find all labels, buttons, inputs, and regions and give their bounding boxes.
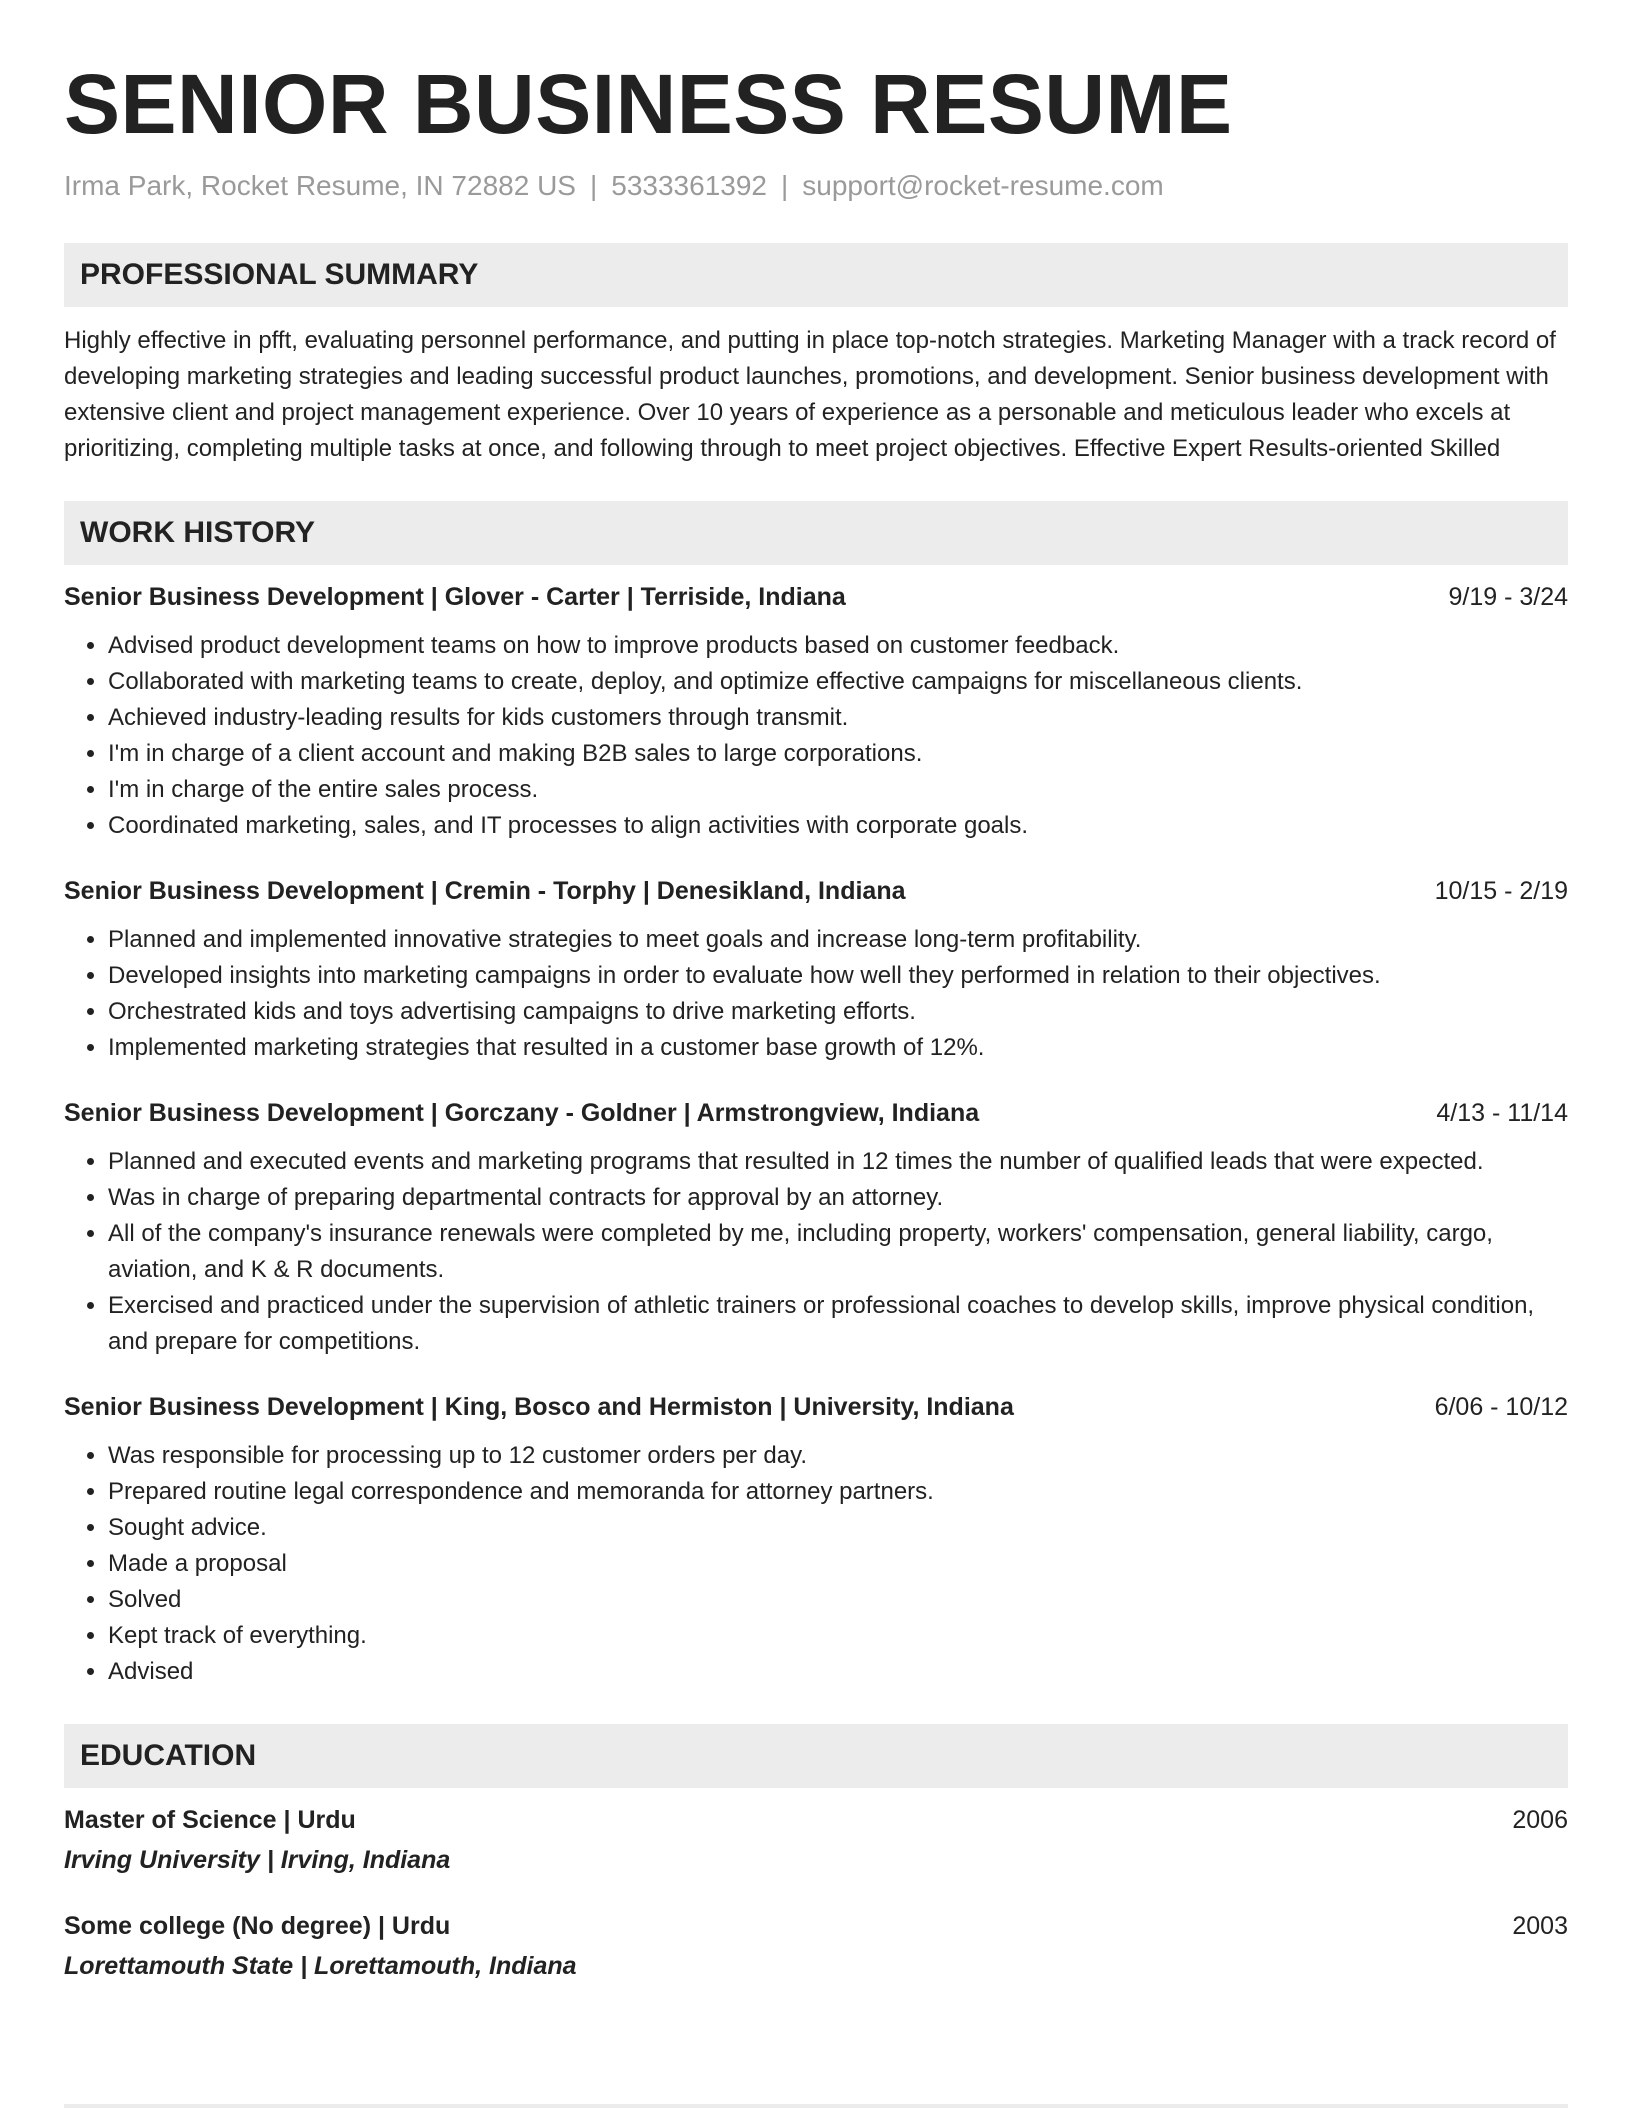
list-item: • Was in charge of preparing departmental contracts for approval by an attorney.	[108, 1180, 1568, 1216]
job-title: Senior Business Development | Cremin - Torphy | Denesikland, Indiana	[64, 877, 906, 905]
section-heading-education: EDUCATION	[64, 1724, 1568, 1788]
section-heading-work-history: WORK HISTORY	[64, 501, 1568, 565]
list-item: • Advised product development teams on how to improve products based on customer feedback.	[108, 628, 1568, 664]
job-dates: 6/06 - 10/12	[1434, 1393, 1568, 1421]
job-entry	[64, 580, 1568, 844]
education-entry	[64, 1908, 1568, 1984]
list-item: • Implemented marketing strategies that resulted in a customer base growth of 12%.	[108, 1030, 1568, 1066]
job-dates: 4/13 - 11/14	[1436, 1099, 1568, 1127]
education-year: 2003	[1512, 1912, 1568, 1940]
list-item: • Kept track of everything.	[108, 1618, 1568, 1654]
list-item: • Planned and executed events and marketing programs that resulted in 12 times the number of qualified leads that were expected.	[108, 1144, 1568, 1180]
job-title: Senior Business Development | Gorczany - Goldner | Armstrongview, Indiana	[64, 1099, 980, 1127]
job-bullets	[64, 1438, 1568, 1690]
list-item: • Sought advice.	[108, 1510, 1568, 1546]
education-school: Lorettamouth State | Lorettamouth, Indiana	[64, 1952, 577, 1980]
list-item: • Solved	[108, 1582, 1568, 1618]
education-degree: Master of Science | Urdu	[64, 1806, 356, 1834]
list-item: • Achieved industry-leading results for kids customers through transmit.	[108, 700, 1568, 736]
job-title: Senior Business Development | Glover - Carter | Terriside, Indiana	[64, 583, 846, 611]
education-degree: Some college (No degree) | Urdu	[64, 1912, 451, 1940]
job-title: Senior Business Development | King, Bosco and Hermiston | University, Indiana	[64, 1393, 1014, 1421]
contact-email[interactable]: support@rocket-resume.com	[802, 170, 1164, 201]
list-item: • Prepared routine legal correspondence and memoranda for attorney partners.	[108, 1474, 1568, 1510]
job-bullets	[64, 628, 1568, 844]
job-bullets	[64, 922, 1568, 1066]
contact-separator: |	[781, 170, 789, 201]
contact-line	[64, 168, 1568, 204]
list-item: • Orchestrated kids and toys advertising campaigns to drive marketing efforts.	[108, 994, 1568, 1030]
job-dates: 10/15 - 2/19	[1434, 877, 1568, 905]
job-entry	[64, 874, 1568, 1066]
list-item: • Advised	[108, 1654, 1568, 1690]
section-divider	[64, 2104, 1568, 2108]
summary-text: Highly effective in pfft, evaluating personnel performance, and putting in place top-notch strategies. Marketing Manager with a track record of developing marketing strategies and leading successful product launches, promotions, and development. Senior business development with extensive client and project management experience. Over 10 years of experience as a personable and meticulous leader who excels at prioritizing, completing multiple tasks at once, and following through to meet project objectives. Effective Expert Results-oriented Skilled	[64, 327, 1556, 462]
education-year: 2006	[1512, 1806, 1568, 1834]
contact-address: Irma Park, Rocket Resume, IN 72882 US	[64, 170, 576, 201]
resume-title: SENIOR BUSINESS RESUME	[64, 57, 1233, 151]
list-item: • Made a proposal	[108, 1546, 1568, 1582]
list-item: • All of the company's insurance renewals were completed by me, including property, workers' compensation, general liability, cargo, aviation, and K & R documents.	[108, 1216, 1568, 1288]
list-item: • I'm in charge of a client account and making B2B sales to large corporations.	[108, 736, 1568, 772]
list-item: • Developed insights into marketing campaigns in order to evaluate how well they performed in relation to their objectives.	[108, 958, 1568, 994]
education-entry	[64, 1802, 1568, 1878]
list-item: • Exercised and practiced under the supervision of athletic trainers or professional coaches to develop skills, improve physical condition, and prepare for competitions.	[108, 1288, 1568, 1360]
job-entry	[64, 1390, 1568, 1690]
list-item: • Coordinated marketing, sales, and IT processes to align activities with corporate goals.	[108, 808, 1568, 844]
list-item: • Planned and implemented innovative strategies to meet goals and increase long-term profitability.	[108, 922, 1568, 958]
list-item: • I'm in charge of the entire sales process.	[108, 772, 1568, 808]
list-item: • Collaborated with marketing teams to create, deploy, and optimize effective campaigns for miscellaneous clients.	[108, 664, 1568, 700]
contact-separator: |	[589, 170, 598, 201]
job-entry	[64, 1096, 1568, 1360]
education-school: Irving University | Irving, Indiana	[64, 1846, 451, 1874]
contact-phone[interactable]: 5333361392	[611, 170, 767, 201]
list-item: • Was responsible for processing up to 12 customer orders per day.	[108, 1438, 1568, 1474]
job-dates: 9/19 - 3/24	[1448, 583, 1568, 611]
job-bullets	[64, 1144, 1568, 1360]
section-heading-summary: PROFESSIONAL SUMMARY	[64, 243, 1568, 307]
